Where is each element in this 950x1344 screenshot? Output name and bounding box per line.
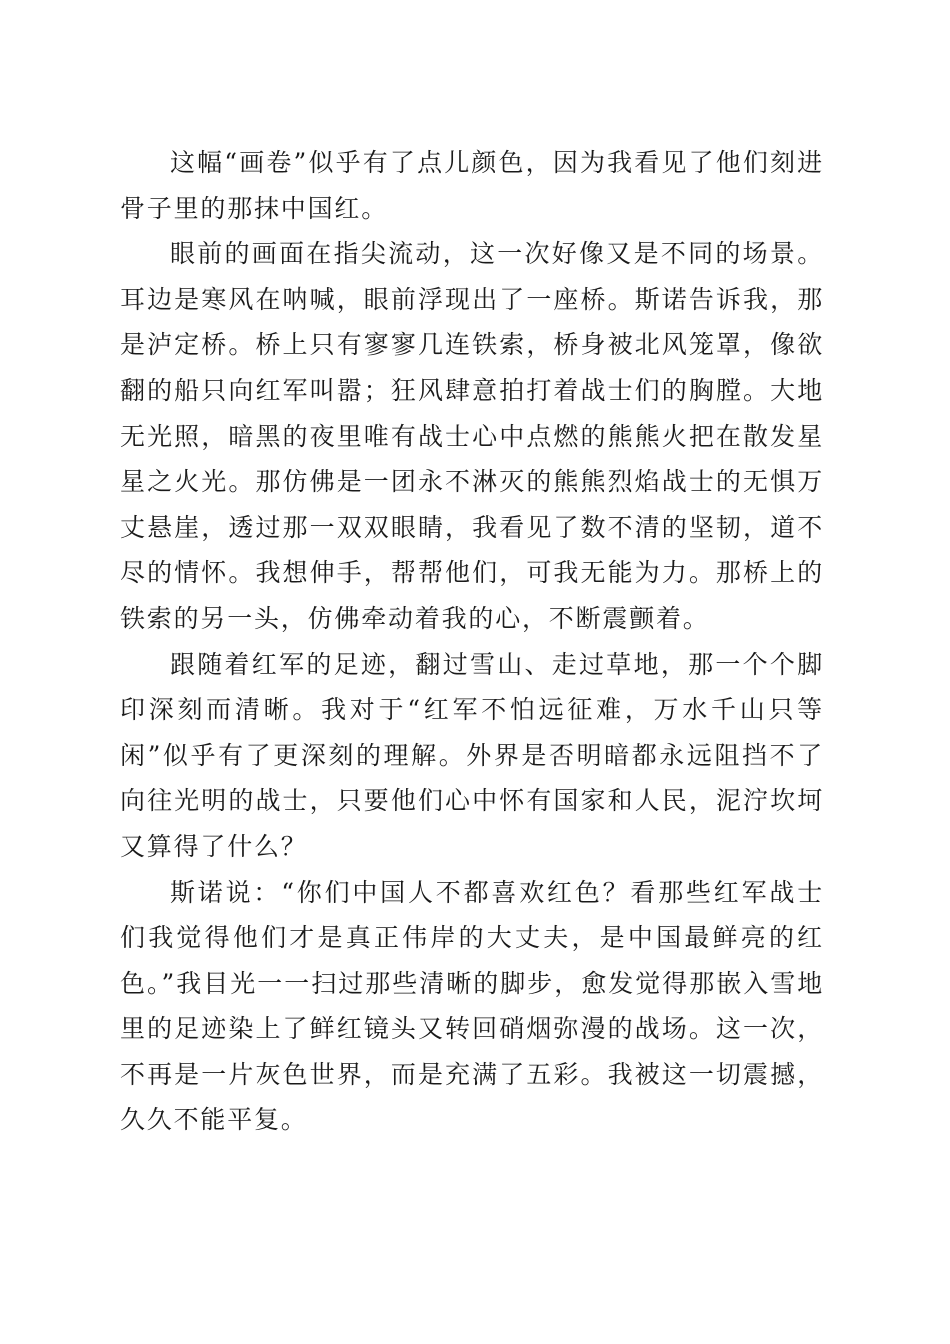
paragraph-1: 这幅“画卷”似乎有了点儿颜色，因为我看见了他们刻进骨子里的那抹中国红。 xyxy=(120,148,824,223)
body-text xyxy=(120,140,824,1143)
paragraph-2: 眼前的画面在指尖流动，这一次好像又是不同的场景。耳边是寒风在呐喊，眼前浮现出了一座桥。斯诺告诉我，那是泸定桥。桥上只有寥寥几连铁索，桥身被北风笼罩，像欲翻的船只向红军叫嚣；狂风肆意拍打着战士们的胸膛。大地无光照，暗黑的夜里唯有战士心中点燃的熊熊火把在散发星星之火光。那仿佛是一团永不淋灭的熊熊烈焰战士的无惧万丈悬崖，透过那一双双眼睛，我看见了数不清的坚韧，道不尽的情怀。我想伸手，帮帮他们，可我无能为力。那桥上的铁索的另一头，仿佛牵动着我的心，不断震颤着。 xyxy=(120,239,824,633)
paragraph-3: 跟随着红军的足迹，翻过雪山、走过草地，那一个个脚印深刻而清晰。我对于“红军不怕远征难，万水千山只等闲”似乎有了更深刻的理解。外界是否明暗都永远阻挡不了向往光明的战士，只要他们心中怀有国家和人民，泥泞坎坷又算得了什么？ xyxy=(120,649,824,861)
paragraph-4: 斯诺说：“你们中国人不都喜欢红色？看那些红军战士们我觉得他们才是真正伟岸的大丈夫，是中国最鲜亮的红色。”我目光一一扫过那些清晰的脚步，愈发觉得那嵌入雪地里的足迹染上了鲜红镜头又转回硝烟弥漫的战场。这一次，不再是一片灰色世界，而是充满了五彩。我被这一切震撼，久久不能平复。 xyxy=(120,877,824,1135)
